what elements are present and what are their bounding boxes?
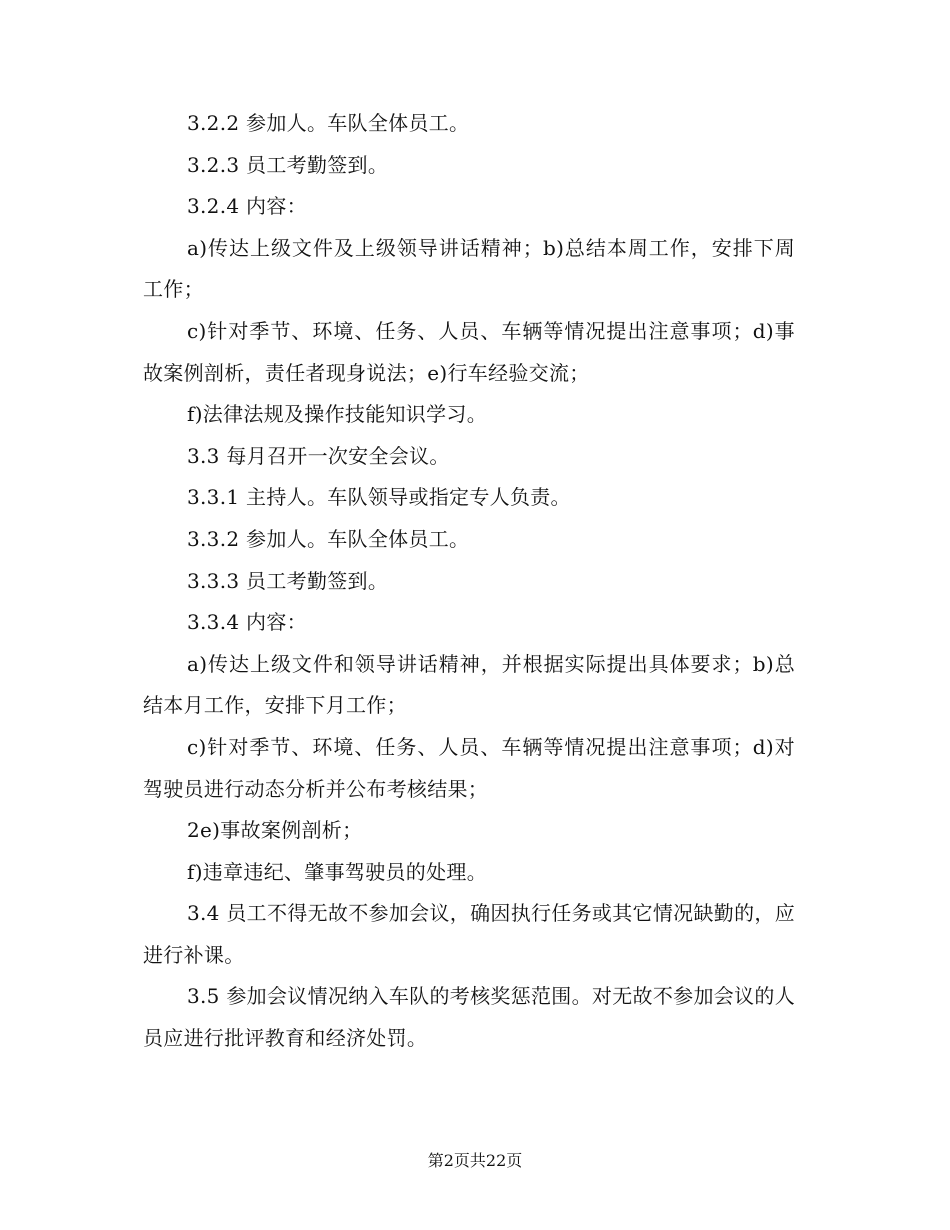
paragraph: 3.3.1 主持人。车队领导或指定专人负责。 [187,485,571,510]
paragraph: c)针对季节、环境、任务、人员、车辆等情况提出注意事项；d)对驾驶员进行动态分析并公布考核结果； [143,734,795,801]
paragraph: 3.2.2 参加人。车队全体员工。 [187,111,470,135]
paragraph: a)传达上级文件和领导讲话精神，并根据实际提出具体要求；b)总结本月工作，安排下月工作； [143,651,795,718]
paragraph: 3.3.2 参加人。车队全体员工。 [187,526,470,551]
paragraph: f)违章违纪、肇事驾驶员的处理。 [187,859,488,884]
document-body [143,103,795,1060]
page-number-footer: 第2页共22页 [427,1151,523,1170]
paragraph: 3.3 每月召开一次安全会议。 [187,443,450,468]
paragraph: 3.2.3 员工考勤签到。 [187,152,389,177]
paragraph: f)法律法规及操作技能知识学习。 [187,402,488,427]
paragraph: a)传达上级文件及上级领导讲话精神；b)总结本周工作，安排下周工作； [143,235,795,302]
paragraph: 2e)事故案例剖析； [187,818,363,843]
paragraph: 3.5 参加会议情况纳入车队的考核奖惩范围。对无故不参加会议的人员应进行批评教育和经济处罚。 [143,984,795,1051]
paragraph: 3.2.4 内容： [187,194,307,219]
paragraph: 3.3.3 员工考勤签到。 [187,568,389,593]
paragraph: c)针对季节、环境、任务、人员、车辆等情况提出注意事项；d)事故案例剖析，责任者现身说法；e)行车经验交流； [143,318,795,385]
paragraph: 3.4 员工不得无故不参加会议，确因执行任务或其它情况缺勤的，应进行补课。 [143,901,795,967]
paragraph: 3.3.4 内容： [187,610,307,635]
